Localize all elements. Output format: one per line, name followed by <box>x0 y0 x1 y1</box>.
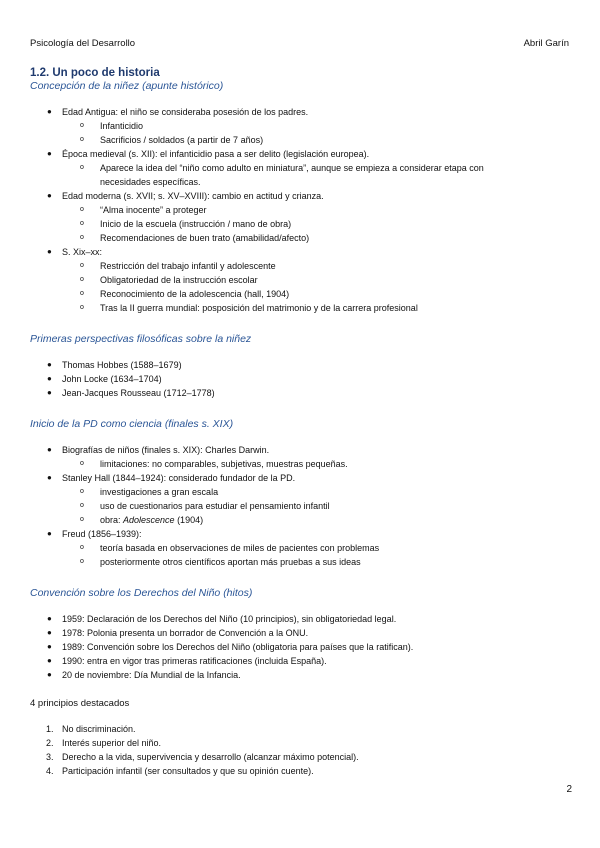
sub-bullet-icon: o <box>80 544 84 551</box>
bullet-icon: ● <box>47 656 52 665</box>
sub-bullet-icon: o <box>80 516 84 523</box>
bullet-icon: ● <box>47 529 52 538</box>
bullet-icon: ● <box>47 360 52 369</box>
sub-bullet-icon: o <box>80 502 84 509</box>
list-item: ● Jean-Jacques Rousseau (1712–1778) <box>47 388 215 398</box>
convencion-list <box>30 612 575 682</box>
principios-heading: 4 principios destacados <box>30 698 130 709</box>
perspectivas-list <box>30 358 575 400</box>
sub-list-item: o Infanticidio <box>80 121 144 131</box>
sub-bullet-icon: o <box>80 220 84 227</box>
sub-list-item: o investigaciones a gran escala <box>80 487 219 497</box>
list-item: ● S. Xix–xx: <box>47 247 103 257</box>
sub-list-item: o uso de cuestionarios para estudiar el pensamiento infantil <box>80 501 330 511</box>
sub-bullet-icon: o <box>80 488 84 495</box>
bullet-icon: ● <box>47 149 52 158</box>
sub-list-item: o Tras la II guerra mundial: posposición del matrimonio y de la carrera profesional <box>80 303 418 313</box>
sub-list-item: o posteriormente otros científicos aportan más pruebas a sus ideas <box>80 557 361 567</box>
bullet-icon: ● <box>47 374 52 383</box>
sub-bullet-icon: o <box>80 136 84 143</box>
sub-bullet-icon: o <box>80 206 84 213</box>
page-number: 2 <box>566 784 572 795</box>
sub-list-item: o Restricción del trabajo infantil y adolescente <box>80 261 276 271</box>
list-item: ● Época medieval (s. XII): el infanticidio pasa a ser delito (legislación europea). <box>47 149 370 159</box>
sub-bullet-icon: o <box>80 234 84 241</box>
concepcion-list <box>30 105 575 315</box>
book-title: Adolescence <box>123 515 175 525</box>
bullet-icon: ● <box>47 628 52 637</box>
sub-bullet-icon: o <box>80 164 84 171</box>
sub-list-item: o Sacrificios / soldados (a partir de 7 años) <box>80 135 264 145</box>
numbered-item: 2. Interés superior del niño. <box>46 738 162 748</box>
sub-list-item-continuation: necesidades específicas. <box>100 177 201 187</box>
header-author: Abril Garín <box>523 38 569 49</box>
sub-list-item: o Reconocimiento de la adolescencia (hall, 1904) <box>80 289 290 299</box>
list-item: ● John Locke (1634–1704) <box>47 374 162 384</box>
numbered-item: 3. Derecho a la vida, supervivencia y desarrollo (alcanzar máximo potencial). <box>46 752 359 762</box>
sub-bullet-icon: o <box>80 304 84 311</box>
inicio-list <box>30 443 575 569</box>
sub-list-item: o “Alma inocente” a proteger <box>80 205 207 215</box>
page-content <box>30 66 575 778</box>
list-item: ● Edad moderna (s. XVII; s. XV–XVIII): cambio en actitud y crianza. <box>47 191 324 201</box>
inicio-heading: Inicio de la PD como ciencia (finales s. XIX) <box>30 418 234 430</box>
bullet-icon: ● <box>47 670 52 679</box>
list-item: ● Stanley Hall (1844–1924): considerado fundador de la PD. <box>47 473 296 483</box>
sub-list-item: o obra: Adolescence (1904) <box>80 515 204 525</box>
convencion-heading: Convención sobre los Derechos del Niño (hitos) <box>30 587 253 599</box>
perspectivas-heading: Primeras perspectivas filosóficas sobre la niñez <box>30 333 252 345</box>
section-title: 1.2. Un poco de historia <box>30 67 160 79</box>
sub-bullet-icon: o <box>80 558 84 565</box>
sub-list-item: o limitaciones: no comparables, subjetivas, muestras pequeñas. <box>80 459 348 469</box>
sub-bullet-icon: o <box>80 122 84 129</box>
list-item: ● 20 de noviembre: Día Mundial de la Infancia. <box>47 670 241 680</box>
bullet-icon: ● <box>47 445 52 454</box>
sub-list-item: o Inicio de la escuela (instrucción / mano de obra) <box>80 219 292 229</box>
bullet-icon: ● <box>47 614 52 623</box>
sub-bullet-icon: o <box>80 290 84 297</box>
bullet-icon: ● <box>47 247 52 256</box>
bullet-icon: ● <box>47 388 52 397</box>
sub-bullet-icon: o <box>80 276 84 283</box>
list-item: ● Edad Antigua: el niño se consideraba posesión de los padres. <box>47 107 309 117</box>
sub-list-item: o Aparece la idea del “niño como adulto en miniatura”, aunque se empieza a considerar etapa con <box>80 163 484 173</box>
list-item: ● 1978: Polonia presenta un borrador de Convención a la ONU. <box>47 628 309 638</box>
sub-list-item: o Obligatoriedad de la instrucción escolar <box>80 275 258 285</box>
concepcion-subtitle: Concepción de la niñez (apunte histórico) <box>30 80 224 92</box>
header-course-title: Psicología del Desarrollo <box>30 38 136 49</box>
bullet-icon: ● <box>47 473 52 482</box>
sub-list-item: o teoría basada en observaciones de miles de pacientes con problemas <box>80 543 380 553</box>
sub-list-item: o Recomendaciones de buen trato (amabilidad/afecto) <box>80 233 310 243</box>
bullet-icon: ● <box>47 191 52 200</box>
bullet-icon: ● <box>47 107 52 116</box>
list-item: ● Thomas Hobbes (1588–1679) <box>47 360 182 370</box>
sub-bullet-icon: o <box>80 262 84 269</box>
list-item: ● 1989: Convención sobre los Derechos del Niño (obligatoria para países que la ratifican). <box>47 642 414 652</box>
list-item: ● 1959: Declaración de los Derechos del Niño (10 principios), sin obligatoriedad legal. <box>47 614 397 624</box>
list-item: ● Biografías de niños (finales s. XIX): Charles Darwin. <box>47 445 270 455</box>
principios-list <box>30 722 575 778</box>
list-item: ● Freud (1856–1939): <box>47 529 142 539</box>
numbered-item: 4. Participación infantil (ser consultados y que su opinión cuente). <box>46 766 314 776</box>
list-item: ● 1990: entra en vigor tras primeras ratificaciones (incluida España). <box>47 656 327 666</box>
sub-bullet-icon: o <box>80 460 84 467</box>
numbered-item: 1. No discriminación. <box>46 724 136 734</box>
bullet-icon: ● <box>47 642 52 651</box>
